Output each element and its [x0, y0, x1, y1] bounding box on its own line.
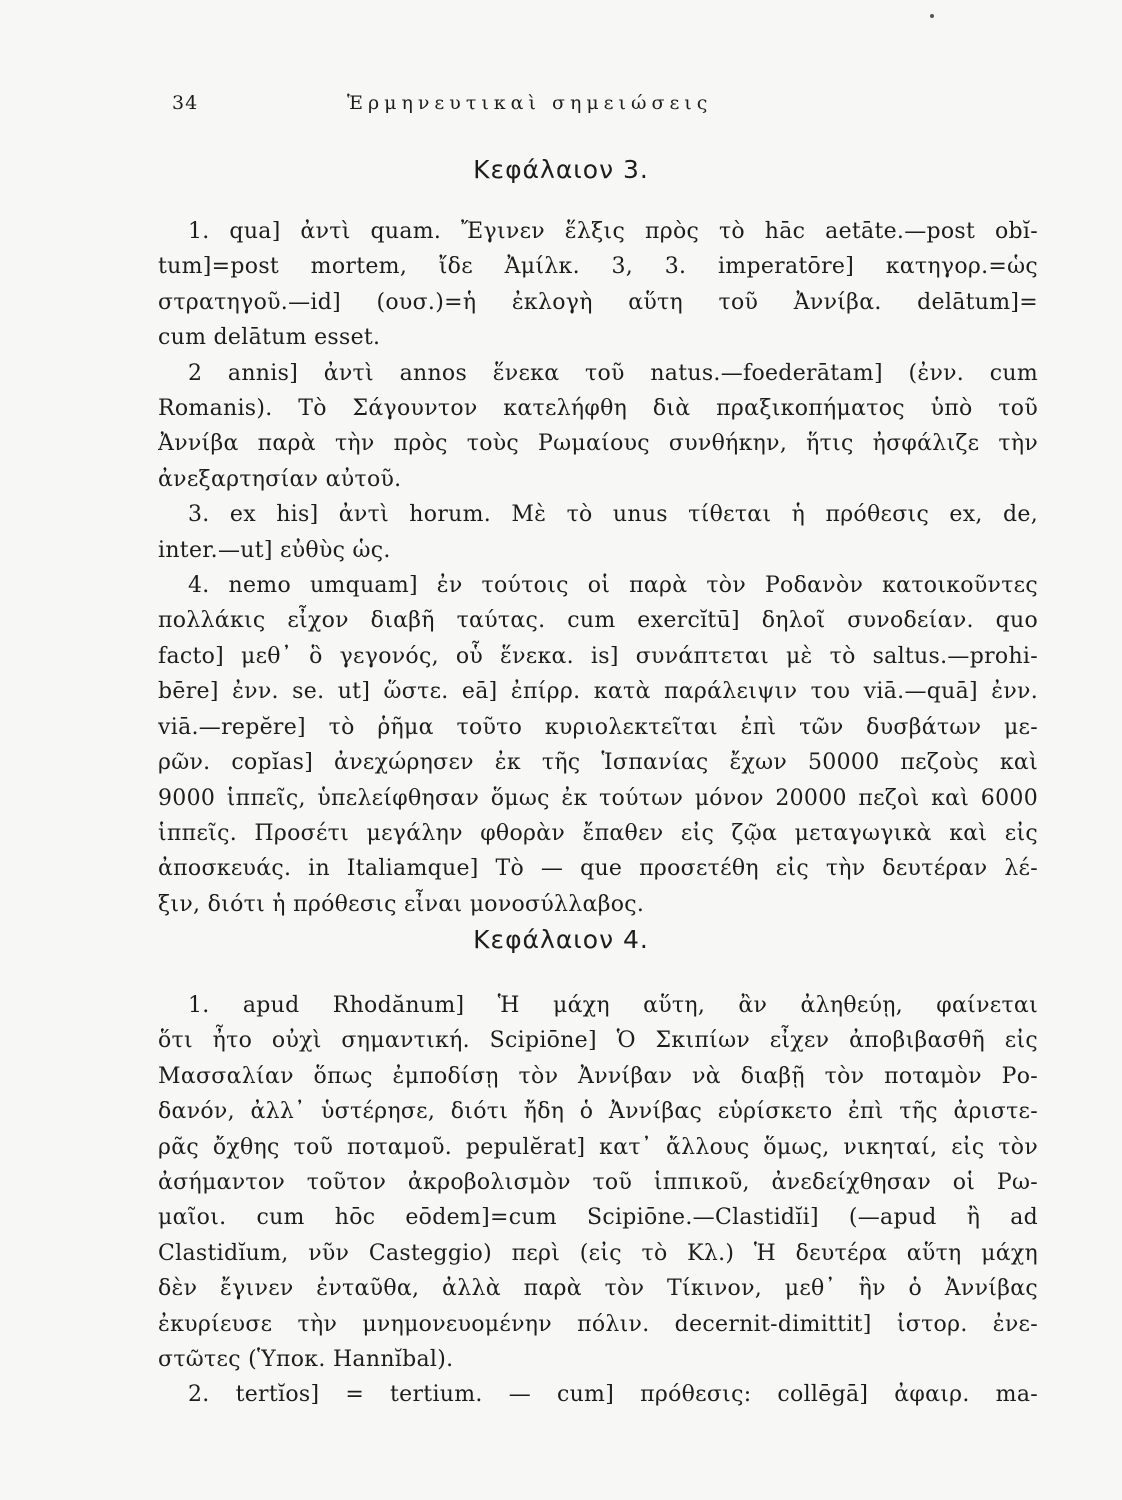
text-line: inter.—ut] εὐθὺς ὡς.	[158, 537, 391, 563]
text-line: Ἀννίβα παρὰ τὴν πρὸς τοὺς Ρωμαίους συνθήκην, ἥτις ἠσφάλιζε τὴν	[158, 431, 1038, 457]
text-line: ξιν, διότι ἡ πρόθεσις εἶναι μονοσύλλαβος.	[158, 891, 645, 917]
text-line: μαῖοι. cum hōc eōdem]=cum Scipiōne.—Clastidĭi] (—apud ἢ ad	[158, 1205, 1038, 1231]
text-line: δανόν, ἀλλ᾽ ὑστέρησε, διότι ἤδη ὁ Ἀννίβας εὑρίσκετο ἐπὶ τῆς ἀριστε-	[158, 1099, 1038, 1125]
text-line: facto] μεθ᾽ ὃ γεγονός, οὗ ἕνεκα. is] συνάπτεται μὲ τὸ saltus.—prohi-	[158, 643, 1038, 669]
text-line: 4. nemo umquam] ἐν τούτοις οἱ παρὰ τὸν Ροδανὸν κατοικοῦντες	[188, 573, 1038, 599]
text-line: bēre] ἐνν. se. ut] ὥστε. eā] ἐπίρρ. κατὰ παράλειψιν του viā.—quā] ἐνν.	[158, 679, 1038, 705]
text-line: 2 annis] ἀντὶ annos ἕνεκα τοῦ natus.—foederātam] (ἐνν. cum	[188, 360, 1038, 386]
text-line: ἀσήμαντον τοῦτον ἀκροβολισμὸν τοῦ ἱππικοῦ, ἀνεδείχθησαν οἱ Ρω-	[158, 1170, 1038, 1196]
text-line: 3. ex his] ἀντὶ horum. Μὲ τὸ unus τίθεται ἡ πρόθεσις ex, de,	[188, 502, 1038, 528]
text-line: στῶτες (Ὑποκ. Hannĭbal).	[158, 1347, 454, 1373]
text-line: ἀνεξαρτησίαν αὐτοῦ.	[158, 466, 402, 492]
text-line: Clastidĭum, νῦν Casteggio) περὶ (εἰς τὸ Κλ.) Ἡ δευτέρα αὕτη μάχη	[158, 1240, 1038, 1266]
text-line: ρῶν. copĭas] ἀνεχώρησεν ἐκ τῆς Ἱσπανίας ἔχων 50000 πεζοὺς καὶ	[158, 750, 1038, 776]
text-line: δὲν ἔγινεν ἐνταῦθα, ἀλλὰ παρὰ τὸν Τίκινον, μεθ᾽ ἣν ὁ Ἀννίβας	[158, 1276, 1038, 1302]
text-line: 9000 ἱππεῖς, ὑπελείφθησαν ὅμως ἐκ τούτων μόνον 20000 πεζοὶ καὶ 6000	[158, 785, 1038, 811]
chapter-heading: Κεφάλαιον 3.	[473, 155, 649, 184]
print-speck	[930, 14, 934, 18]
text-line: 2. tertĭos] = tertium. — cum] πρόθεσις: collēgā] ἀφαιρ. ma-	[188, 1382, 1038, 1408]
text-line: cum delātum esset.	[158, 325, 381, 351]
page-number: 34	[172, 92, 199, 114]
text-line: πολλάκις εἶχον διαβῆ ταύτας. cum exercĭtū] δηλοῖ συνοδείαν. quo	[158, 608, 1038, 634]
text-line: tum]=post mortem, ἴδε Ἀμίλκ. 3, 3. imperatōre] κατηγορ.=ὡς	[158, 254, 1038, 280]
running-title: Ἑρμηνευτικαὶ σημειώσεις	[347, 92, 713, 114]
text-line: ὅτι ἦτο οὐχὶ σημαντική. Scipiōne] Ὁ Σκιπίων εἶχεν ἀποβιβασθῆ εἰς	[158, 1028, 1038, 1054]
text-line: 1. qua] ἀντὶ quam. Ἔγινεν ἕλξις πρὸς τὸ hāc aetāte.—post obĭ-	[188, 219, 1038, 244]
text-line: ἀποσκευάς. in Italiamque] Τὸ — que προσετέθη εἰς τὴν δευτέραν λέ-	[158, 856, 1038, 882]
text-line: ἐκυρίευσε τὴν μνημονευομένην πόλιν. decernit-dimittit] ἱστορ. ἐνε-	[158, 1311, 1038, 1337]
chapter-notes	[158, 214, 1038, 922]
text-line: viā.—repĕre] τὸ ῥῆμα τοῦτο κυριολεκτεῖται ἐπὶ τῶν δυσβάτων με-	[158, 714, 1038, 740]
text-line: Romanis). Τὸ Σάγουντον κατελήφθη διὰ πραξικοπήματος ὑπὸ τοῦ	[158, 396, 1038, 422]
text-line: Μασσαλίαν ὅπως ἐμποδίσῃ τὸν Ἀννίβαν νὰ διαβῇ τὸν ποταμὸν Ρο-	[158, 1063, 1038, 1089]
text-line: 1. apud Rhodănum] Ἡ μάχη αὕτη, ἂν ἀληθεύῃ, φαίνεται	[188, 993, 1038, 1018]
chapter-notes	[158, 988, 1038, 1413]
text-line: ρᾶς ὄχθης τοῦ ποταμοῦ. pepulĕrat] κατ᾽ ἄλλους ὅμως, νικηταί, εἰς τὸν	[158, 1134, 1038, 1160]
text-line: στρατηγοῦ.—id] (ουσ.)=ἡ ἐκλογὴ αὕτη τοῦ Ἀννίβα. delātum]=	[158, 289, 1038, 315]
chapter-heading: Κεφάλαιον 4.	[473, 925, 649, 954]
text-line: ἱππεῖς. Προσέτι μεγάλην φθορὰν ἔπαθεν εἰς ζῷα μεταγωγικὰ καὶ εἰς	[158, 820, 1038, 846]
